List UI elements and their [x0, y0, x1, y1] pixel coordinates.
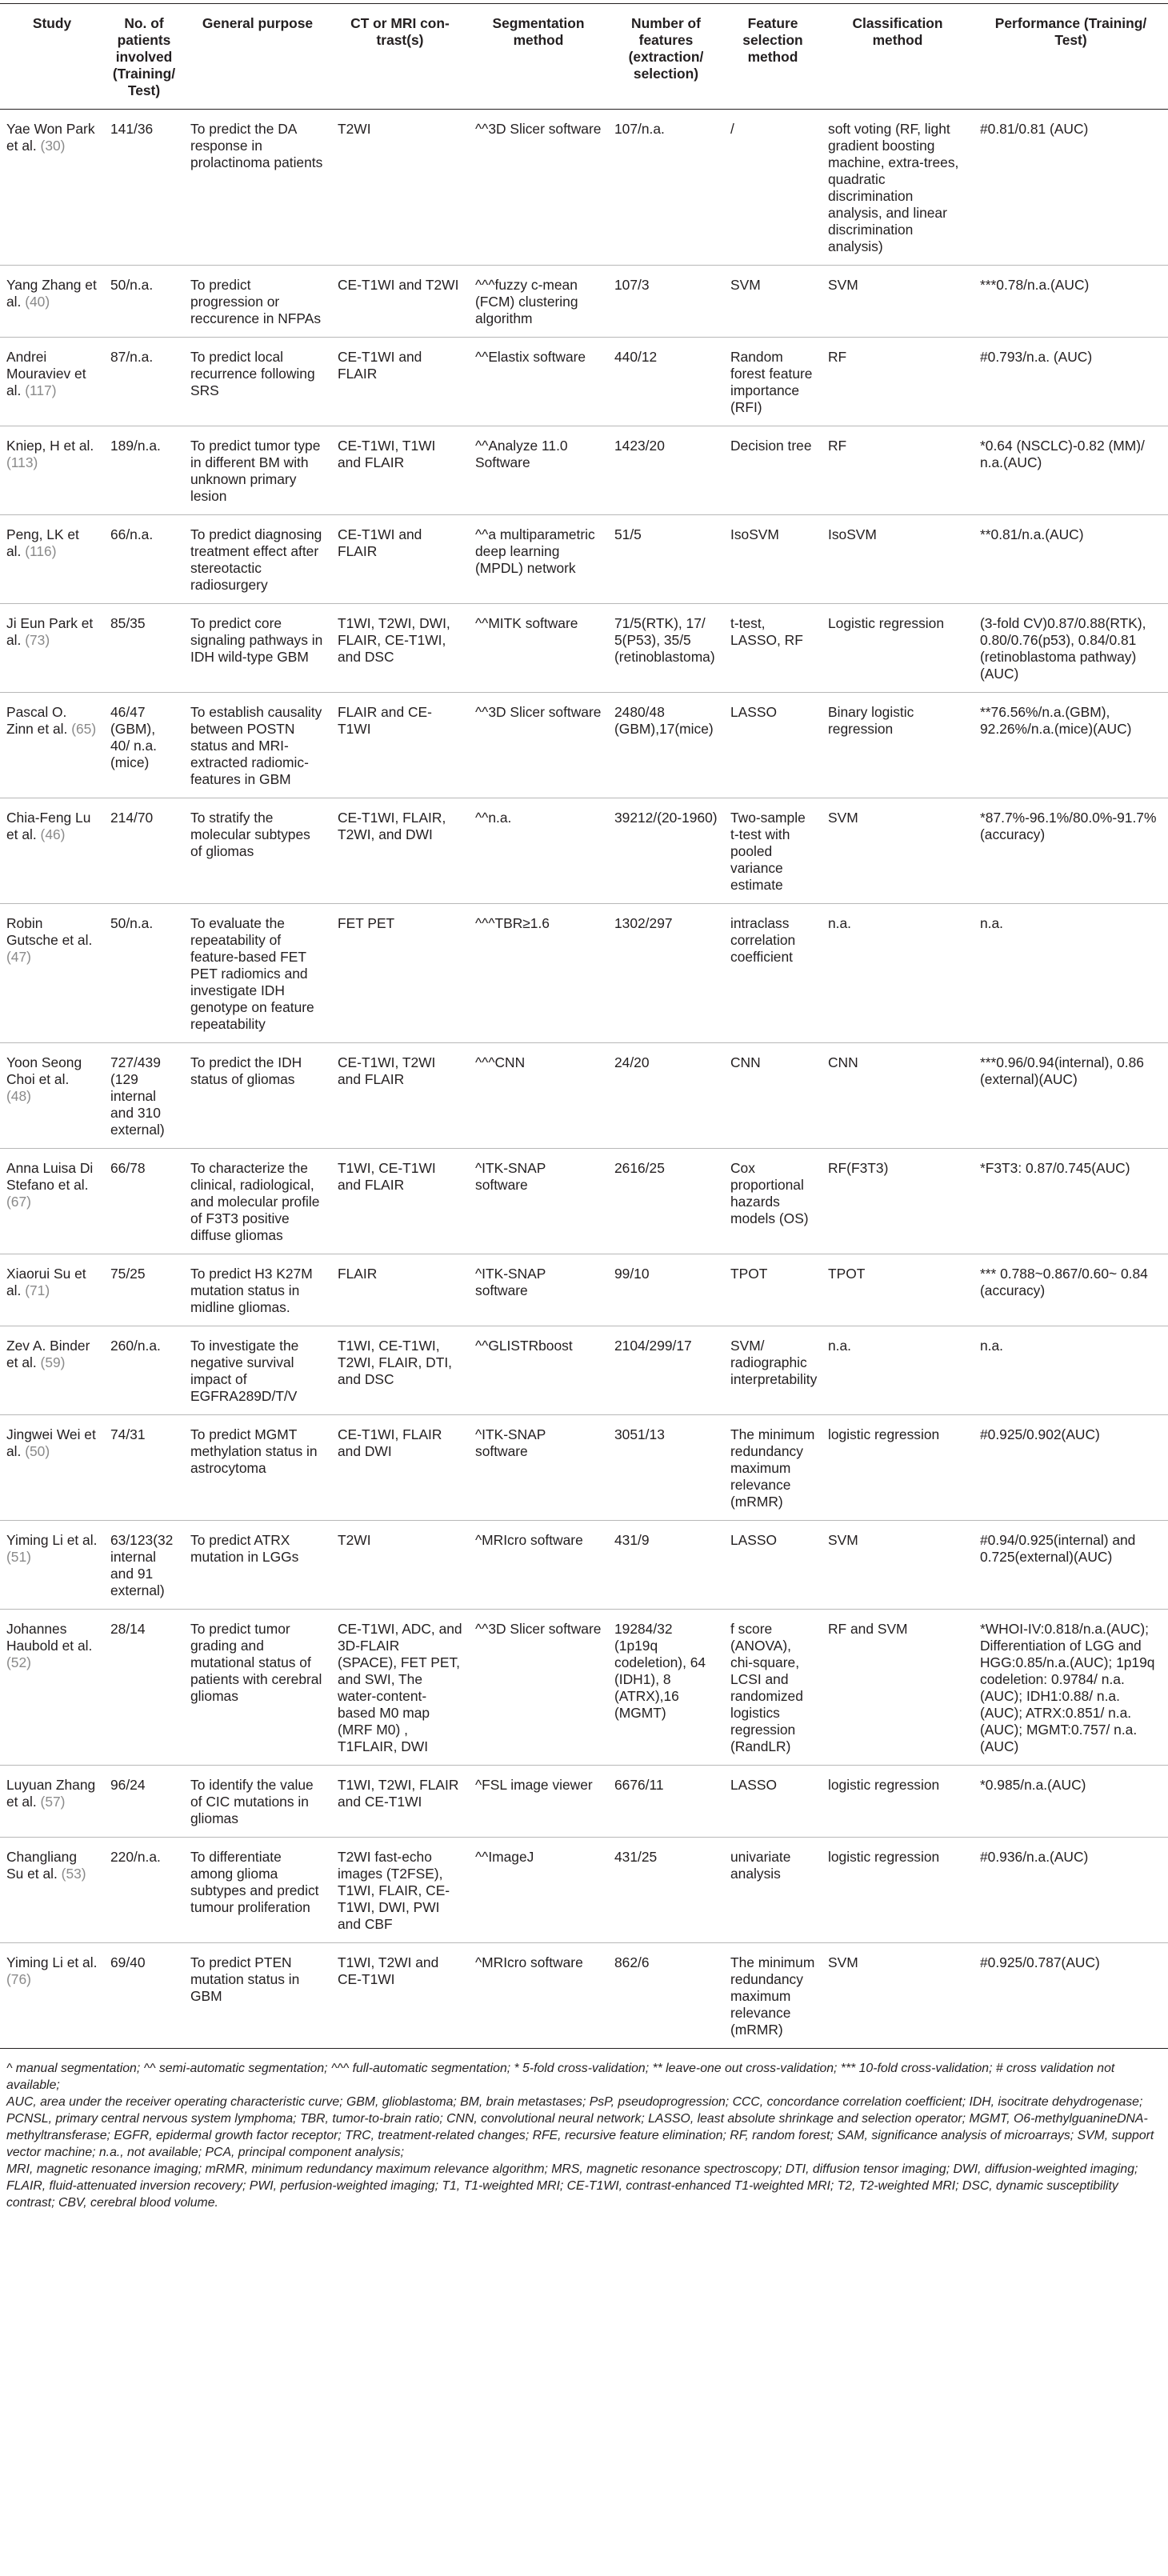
reference-link[interactable]: (50) — [25, 1443, 50, 1459]
patients-cell: 50/n.a. — [104, 266, 184, 338]
reference-link[interactable]: (59) — [40, 1354, 66, 1370]
segmentation-cell: ^ITK-SNAP software — [469, 1149, 608, 1254]
performance-cell: #0.925/0.787(AUC) — [974, 1943, 1168, 2049]
study-author: Andrei Mouraviev et al. — [6, 349, 86, 398]
contrast-cell: T1WI, CE-T1WI and FLAIR — [331, 1149, 469, 1254]
performance-cell: n.a. — [974, 1326, 1168, 1415]
purpose-cell: To predict local recurrence following SRS — [184, 338, 331, 426]
classification-cell: logistic regression — [822, 1766, 974, 1838]
performance-cell: *WHOI-IV:0.818/n.a.(AUC); Differentiation of LGG and HGG:0.85/n.a.(AUC); 1p19q codeletion: 0.9784/ n.a.(AUC); IDH1:0.88/ n.a.(AUC); ATRX:0.851/ n.a.(AUC); MGMT:0.757/ n.a.(AUC) — [974, 1610, 1168, 1766]
feature-selection-cell: / — [724, 110, 822, 266]
classification-cell: TPOT — [822, 1254, 974, 1326]
footnote-abbreviations-general: AUC, area under the receiver operating characteristic curve; GBM, glioblastoma; BM, brain metastases; PsP, pseudoprogression; CCC, concordance correlation coefficient; IDH, isocitrate dehydrogenase; PCNSL, primary central nervous system lymphoma; TBR, tumor-to-brain ratio; CNN, convolutional neural network; LASSO, least absolute shrinkage and selection operator; MGMT, O6-methylguanineDNA-methyltransferase; EGFR, epidermal growth factor receptor; TRC, treatment-related changes; RFE, recursive feature elimination; RF, random forest; SAM, significance analysis of microarrays; SVM, support vector machine; n.a., not available; PCA, principal component analysis; — [6, 2095, 1154, 2159]
patients-cell: 46/47 (GBM), 40/ n.a.(mice) — [104, 693, 184, 798]
purpose-cell: To predict the DA response in prolactinoma patients — [184, 110, 331, 266]
contrast-cell: T2WI — [331, 1521, 469, 1610]
reference-link[interactable]: (113) — [6, 454, 38, 470]
features-cell: 51/5 — [608, 515, 724, 604]
purpose-cell: To predict H3 K27M mutation status in midline gliomas. — [184, 1254, 331, 1326]
study-cell — [0, 693, 104, 798]
features-cell: 3051/13 — [608, 1415, 724, 1521]
features-cell: 99/10 — [608, 1254, 724, 1326]
features-cell: 71/5(RTK), 17/ 5(P53), 35/5 (retinoblastoma) — [608, 604, 724, 693]
contrast-cell: FLAIR and CE-T1WI — [331, 693, 469, 798]
study-author: Yang Zhang et al. — [6, 277, 97, 310]
column-header-patients: No. of patients involved (Training/ Test) — [104, 4, 184, 110]
reference-link[interactable]: (30) — [40, 138, 66, 154]
study-author: Robin Gutsche et al. — [6, 915, 93, 948]
study-cell — [0, 266, 104, 338]
patients-cell: 260/n.a. — [104, 1326, 184, 1415]
purpose-cell: To predict PTEN mutation status in GBM — [184, 1943, 331, 2049]
feature-selection-cell: Two-sample t-test with pooled variance estimate — [724, 798, 822, 904]
performance-cell: *0.64 (NSCLC)-0.82 (MM)/ n.a.(AUC) — [974, 426, 1168, 515]
study-author: Yoon Seong Choi et al. — [6, 1054, 82, 1087]
feature-selection-cell: IsoSVM — [724, 515, 822, 604]
feature-selection-cell: CNN — [724, 1043, 822, 1149]
purpose-cell: To characterize the clinical, radiological, and molecular profile of F3T3 positive diffuse gliomas — [184, 1149, 331, 1254]
performance-cell: #0.936/n.a.(AUC) — [974, 1838, 1168, 1943]
table-row — [0, 1043, 1168, 1149]
performance-cell: *0.985/n.a.(AUC) — [974, 1766, 1168, 1838]
study-author: Ji Eun Park et al. — [6, 615, 94, 648]
features-cell: 2616/25 — [608, 1149, 724, 1254]
reference-link[interactable]: (65) — [71, 721, 97, 737]
segmentation-cell: ^^n.a. — [469, 798, 608, 904]
patients-cell: 75/25 — [104, 1254, 184, 1326]
features-cell: 440/12 — [608, 338, 724, 426]
segmentation-cell: ^MRIcro software — [469, 1943, 608, 2049]
footnote-abbreviations-imaging: MRI, magnetic resonance imaging; mRMR, minimum redundancy maximum relevance algorithm; MRS, magnetic resonance spectroscopy; DTI, diffusion tensor imaging; DWI, diffusion-weighted imaging; FLAIR, fluid-attenuated inversion recovery; PWI, perfusion-weighted imaging; T1, T1-weighted MRI; CE-T1WI, contrast-enhanced T1-weighted MRI; T2, T2-weighted MRI; DSC, dynamic susceptibility contrast; CBV, cerebral blood volume. — [6, 2162, 1138, 2210]
classification-cell: Binary logistic regression — [822, 693, 974, 798]
reference-link[interactable]: (46) — [40, 826, 66, 842]
study-author: Yae Won Park et al. — [6, 121, 95, 154]
contrast-cell: CE-T1WI, FLAIR, T2WI, and DWI — [331, 798, 469, 904]
study-author: Jingwei Wei et al. — [6, 1426, 96, 1459]
contrast-cell: CE-T1WI and FLAIR — [331, 338, 469, 426]
feature-selection-cell: SVM — [724, 266, 822, 338]
purpose-cell: To predict progression or reccurence in NFPAs — [184, 266, 331, 338]
performance-cell: *87.7%-96.1%/80.0%-91.7%(accuracy) — [974, 798, 1168, 904]
purpose-cell: To predict diagnosing treatment effect after stereotactic radiosurgery — [184, 515, 331, 604]
patients-cell: 28/14 — [104, 1610, 184, 1766]
table-row — [0, 338, 1168, 426]
column-header-study: Study — [0, 4, 104, 110]
study-cell — [0, 1326, 104, 1415]
study-author: Zev A. Binder et al. — [6, 1338, 90, 1370]
segmentation-cell: ^^GLISTRboost — [469, 1326, 608, 1415]
study-author: Yiming Li et al. — [6, 1954, 98, 1970]
segmentation-cell: ^^^fuzzy c-mean (FCM) clustering algorithm — [469, 266, 608, 338]
segmentation-cell: ^^^TBR≥1.6 — [469, 904, 608, 1043]
table-row — [0, 1610, 1168, 1766]
study-cell — [0, 1254, 104, 1326]
feature-selection-cell: The minimum redundancy maximum relevance (mRMR) — [724, 1943, 822, 2049]
classification-cell: Logistic regression — [822, 604, 974, 693]
performance-cell: n.a. — [974, 904, 1168, 1043]
table-row — [0, 110, 1168, 266]
feature-selection-cell: f score (ANOVA), chi-square, LCSI and randomized logistics regression (RandLR) — [724, 1610, 822, 1766]
contrast-cell: CE-T1WI and T2WI — [331, 266, 469, 338]
study-cell — [0, 1043, 104, 1149]
performance-cell: **76.56%/n.a.(GBM), 92.26%/n.a.(mice)(AUC) — [974, 693, 1168, 798]
contrast-cell: T1WI, CE-T1WI, T2WI, FLAIR, DTI, and DSC — [331, 1326, 469, 1415]
segmentation-cell: ^^3D Slicer software — [469, 1610, 608, 1766]
performance-cell: *** 0.788~0.867/0.60~ 0.84 (accuracy) — [974, 1254, 1168, 1326]
patients-cell: 220/n.a. — [104, 1838, 184, 1943]
patients-cell: 63/123(32 internal and 91 external) — [104, 1521, 184, 1610]
classification-cell: IsoSVM — [822, 515, 974, 604]
segmentation-cell: ^^3D Slicer software — [469, 110, 608, 266]
study-cell — [0, 798, 104, 904]
segmentation-cell: ^^^CNN — [469, 1043, 608, 1149]
contrast-cell: T2WI — [331, 110, 469, 266]
features-cell: 2480/48 (GBM),17(mice) — [608, 693, 724, 798]
table-header — [0, 4, 1168, 110]
column-header-classification: Classification method — [822, 4, 974, 110]
purpose-cell: To predict MGMT methylation status in astrocytoma — [184, 1415, 331, 1521]
patients-cell: 189/n.a. — [104, 426, 184, 515]
features-cell: 107/n.a. — [608, 110, 724, 266]
purpose-cell: To establish causality between POSTN status and MRI-extracted radiomic-features in GBM — [184, 693, 331, 798]
classification-cell: SVM — [822, 1943, 974, 2049]
features-cell: 862/6 — [608, 1943, 724, 2049]
study-cell — [0, 904, 104, 1043]
segmentation-cell: ^^Analyze 11.0 Software — [469, 426, 608, 515]
column-header-performance: Performance (Training/ Test) — [974, 4, 1168, 110]
study-author: Anna Luisa Di Stefano et al. — [6, 1160, 94, 1193]
classification-cell: n.a. — [822, 1326, 974, 1415]
performance-cell: #0.793/n.a. (AUC) — [974, 338, 1168, 426]
study-author: Pascal O. Zinn et al. — [6, 704, 68, 737]
feature-selection-cell: The minimum redundancy maximum relevance (mRMR) — [724, 1415, 822, 1521]
table-body — [0, 110, 1168, 2049]
table-row — [0, 693, 1168, 798]
features-cell: 2104/299/17 — [608, 1326, 724, 1415]
reference-link[interactable]: (67) — [6, 1194, 31, 1210]
classification-cell: n.a. — [822, 904, 974, 1043]
reference-link[interactable]: (57) — [40, 1794, 66, 1810]
purpose-cell: To predict the IDH status of gliomas — [184, 1043, 331, 1149]
contrast-cell: FET PET — [331, 904, 469, 1043]
footnote-abbreviations-segmentation: ^ manual segmentation; ^^ semi-automatic segmentation; ^^^ full-automatic segmentation; * 5-fold cross-validation; ** leave-one out cross-validation; *** 10-fold cross-validation; # cross validation not available; — [6, 2062, 1115, 2092]
patients-cell: 214/70 — [104, 798, 184, 904]
reference-link[interactable]: (116) — [25, 543, 57, 559]
contrast-cell: CE-T1WI, ADC, and 3D-FLAIR (SPACE), FET PET, and SWI, The water-content-based M0 map (MRF M0) , T1FLAIR, DWI — [331, 1610, 469, 1766]
classification-cell: SVM — [822, 1521, 974, 1610]
feature-selection-cell: Cox proportional hazards models (OS) — [724, 1149, 822, 1254]
purpose-cell: To differentiate among glioma subtypes and predict tumour proliferation — [184, 1838, 331, 1943]
study-cell — [0, 1610, 104, 1766]
segmentation-cell: ^MRIcro software — [469, 1521, 608, 1610]
patients-cell: 66/78 — [104, 1149, 184, 1254]
features-cell: 431/9 — [608, 1521, 724, 1610]
study-cell — [0, 1149, 104, 1254]
reference-link[interactable]: (48) — [6, 1088, 31, 1104]
feature-selection-cell: SVM/ radiographic interpretability — [724, 1326, 822, 1415]
classification-cell: RF and SVM — [822, 1610, 974, 1766]
table-row — [0, 1766, 1168, 1838]
feature-selection-cell: intraclass correlation coefficient — [724, 904, 822, 1043]
segmentation-cell: ^^ImageJ — [469, 1838, 608, 1943]
reference-link[interactable]: (47) — [6, 949, 31, 965]
feature-selection-cell: LASSO — [724, 1521, 822, 1610]
purpose-cell: To predict ATRX mutation in LGGs — [184, 1521, 331, 1610]
reference-link[interactable]: (71) — [25, 1282, 50, 1298]
study-author: Yiming Li et al. — [6, 1532, 98, 1548]
column-header-contrast: CT or MRI con- trast(s) — [331, 4, 469, 110]
table-row — [0, 604, 1168, 693]
study-cell — [0, 1415, 104, 1521]
segmentation-cell: ^^3D Slicer software — [469, 693, 608, 798]
segmentation-cell: ^ITK-SNAP software — [469, 1415, 608, 1521]
contrast-cell: T1WI, T2WI, DWI, FLAIR, CE-T1WI, and DSC — [331, 604, 469, 693]
table-footnotes — [0, 2049, 1168, 2211]
segmentation-cell: ^^MITK software — [469, 604, 608, 693]
contrast-cell: FLAIR — [331, 1254, 469, 1326]
table-row — [0, 515, 1168, 604]
contrast-cell: T2WI fast-echo images (T2FSE), T1WI, FLAIR, CE-T1WI, DWI, PWI and CBF — [331, 1838, 469, 1943]
segmentation-cell: ^FSL image viewer — [469, 1766, 608, 1838]
study-author: Xiaorui Su et al. — [6, 1266, 86, 1298]
classification-cell: SVM — [822, 266, 974, 338]
column-header-segmentation: Segmentation method — [469, 4, 608, 110]
study-cell — [0, 426, 104, 515]
reference-link[interactable]: (51) — [6, 1549, 31, 1565]
classification-cell: RF — [822, 338, 974, 426]
reference-link[interactable]: (117) — [25, 382, 57, 398]
features-cell: 431/25 — [608, 1838, 724, 1943]
feature-selection-cell: univariate analysis — [724, 1838, 822, 1943]
classification-cell: RF(F3T3) — [822, 1149, 974, 1254]
purpose-cell: To evaluate the repeatability of feature-based FET PET radiomics and investigate IDH genotype on feature repeatability — [184, 904, 331, 1043]
performance-cell: **0.81/n.a.(AUC) — [974, 515, 1168, 604]
classification-cell: soft voting (RF, light gradient boosting machine, extra-trees, quadratic discrimination analysis, and linear discrimination analysis) — [822, 110, 974, 266]
reference-link[interactable]: (52) — [6, 1654, 31, 1670]
table-row — [0, 426, 1168, 515]
study-author: Chia-Feng Lu et al. — [6, 810, 91, 842]
table-row — [0, 1415, 1168, 1521]
segmentation-cell: ^ITK-SNAP software — [469, 1254, 608, 1326]
features-cell: 6676/11 — [608, 1766, 724, 1838]
table-row — [0, 1326, 1168, 1415]
patients-cell: 66/n.a. — [104, 515, 184, 604]
study-author: Kniep, H et al. — [6, 438, 94, 454]
feature-selection-cell: t-test, LASSO, RF — [724, 604, 822, 693]
classification-cell: logistic regression — [822, 1838, 974, 1943]
header-row — [0, 4, 1168, 110]
reference-link[interactable]: (76) — [6, 1971, 31, 1987]
study-author: Peng, LK et al. — [6, 526, 79, 559]
study-author: Luyuan Zhang et al. — [6, 1777, 96, 1810]
performance-cell: ***0.96/0.94(internal), 0.86 (external)(AUC) — [974, 1043, 1168, 1149]
column-header-features: Number of features (extraction/ selection) — [608, 4, 724, 110]
table-row — [0, 1254, 1168, 1326]
study-cell — [0, 1766, 104, 1838]
features-cell: 1423/20 — [608, 426, 724, 515]
patients-cell: 96/24 — [104, 1766, 184, 1838]
performance-cell: (3-fold CV)0.87/0.88(RTK), 0.80/0.76(p53), 0.84/0.81 (retinoblastoma pathway) (AUC) — [974, 604, 1168, 693]
column-header-purpose: General purpose — [184, 4, 331, 110]
contrast-cell: CE-T1WI and FLAIR — [331, 515, 469, 604]
contrast-cell: CE-T1WI, FLAIR and DWI — [331, 1415, 469, 1521]
table-row — [0, 1943, 1168, 2049]
radiomics-studies-table — [0, 3, 1168, 2049]
study-author: Johannes Haubold et al. — [6, 1621, 93, 1654]
classification-cell: CNN — [822, 1043, 974, 1149]
purpose-cell: To investigate the negative survival impact of EGFRA289D/T/V — [184, 1326, 331, 1415]
table-row — [0, 1838, 1168, 1943]
performance-cell: #0.94/0.925(internal) and 0.725(external)(AUC) — [974, 1521, 1168, 1610]
feature-selection-cell: TPOT — [724, 1254, 822, 1326]
classification-cell: SVM — [822, 798, 974, 904]
segmentation-cell: ^^a multiparametric deep learning (MPDL) network — [469, 515, 608, 604]
patients-cell: 727/439 (129 internal and 310 external) — [104, 1043, 184, 1149]
contrast-cell: CE-T1WI, T1WI and FLAIR — [331, 426, 469, 515]
table-row — [0, 904, 1168, 1043]
feature-selection-cell: LASSO — [724, 693, 822, 798]
contrast-cell: T1WI, T2WI and CE-T1WI — [331, 1943, 469, 2049]
features-cell: 1302/297 — [608, 904, 724, 1043]
performance-cell: #0.925/0.902(AUC) — [974, 1415, 1168, 1521]
table-row — [0, 798, 1168, 904]
patients-cell: 85/35 — [104, 604, 184, 693]
segmentation-cell: ^^Elastix software — [469, 338, 608, 426]
study-cell — [0, 1521, 104, 1610]
purpose-cell: To identify the value of CIC mutations in gliomas — [184, 1766, 331, 1838]
study-cell — [0, 338, 104, 426]
patients-cell: 141/36 — [104, 110, 184, 266]
table-row — [0, 266, 1168, 338]
purpose-cell: To predict tumor grading and mutational status of patients with cerebral gliomas — [184, 1610, 331, 1766]
classification-cell: RF — [822, 426, 974, 515]
reference-link[interactable]: (40) — [25, 294, 50, 310]
performance-cell: ***0.78/n.a.(AUC) — [974, 266, 1168, 338]
performance-cell: #0.81/0.81 (AUC) — [974, 110, 1168, 266]
reference-link[interactable]: (53) — [61, 1866, 86, 1882]
features-cell: 107/3 — [608, 266, 724, 338]
patients-cell: 50/n.a. — [104, 904, 184, 1043]
contrast-cell: CE-T1WI, T2WI and FLAIR — [331, 1043, 469, 1149]
column-header-selection: Feature selection method — [724, 4, 822, 110]
study-cell — [0, 515, 104, 604]
patients-cell: 69/40 — [104, 1943, 184, 2049]
features-cell: 24/20 — [608, 1043, 724, 1149]
table-row — [0, 1149, 1168, 1254]
study-cell — [0, 1838, 104, 1943]
feature-selection-cell: LASSO — [724, 1766, 822, 1838]
study-cell — [0, 110, 104, 266]
patients-cell: 74/31 — [104, 1415, 184, 1521]
performance-cell: *F3T3: 0.87/0.745(AUC) — [974, 1149, 1168, 1254]
feature-selection-cell: Random forest feature importance (RFI) — [724, 338, 822, 426]
study-cell — [0, 604, 104, 693]
features-cell: 39212/(20-1960) — [608, 798, 724, 904]
features-cell: 19284/32 (1p19q codeletion), 64 (IDH1), 8 (ATRX),16 (MGMT) — [608, 1610, 724, 1766]
classification-cell: logistic regression — [822, 1415, 974, 1521]
patients-cell: 87/n.a. — [104, 338, 184, 426]
reference-link[interactable]: (73) — [25, 632, 50, 648]
study-cell — [0, 1943, 104, 2049]
purpose-cell: To stratify the molecular subtypes of gliomas — [184, 798, 331, 904]
feature-selection-cell: Decision tree — [724, 426, 822, 515]
purpose-cell: To predict tumor type in different BM with unknown primary lesion — [184, 426, 331, 515]
contrast-cell: T1WI, T2WI, FLAIR and CE-T1WI — [331, 1766, 469, 1838]
table-row — [0, 1521, 1168, 1610]
study-author: Changliang Su et al. — [6, 1849, 77, 1882]
purpose-cell: To predict core signaling pathways in IDH wild-type GBM — [184, 604, 331, 693]
